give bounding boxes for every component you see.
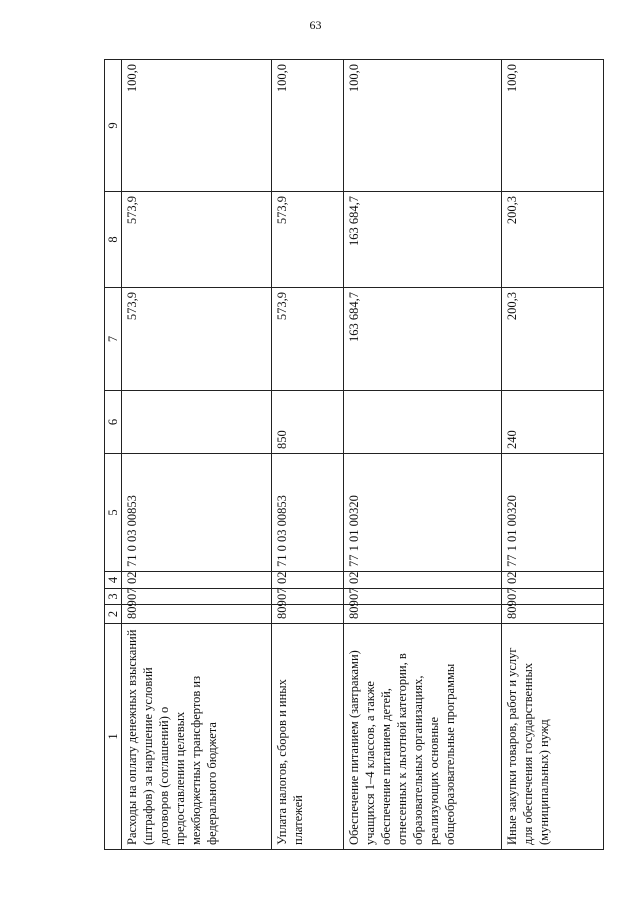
header-cell-5: 5 <box>105 454 122 572</box>
header-cell-7: 7 <box>105 288 122 391</box>
cell-executed: 573,9 <box>122 192 272 288</box>
rotated-table-container <box>104 60 604 850</box>
page-number: 63 <box>309 18 322 32</box>
cell-planned: 573,9 <box>272 288 343 391</box>
cell-expense-type: 850 <box>272 391 343 454</box>
cell-planned: 573,9 <box>122 288 272 391</box>
cell-percent: 100,0 <box>501 60 603 192</box>
cell-subsection: 02 <box>343 572 501 589</box>
cell-percent: 100,0 <box>122 60 272 192</box>
cell-expense-type <box>122 391 272 454</box>
cell-ministry: 809 <box>122 605 272 624</box>
header-cell-2: 2 <box>105 605 122 624</box>
header-cell-1: 1 <box>105 624 122 850</box>
cell-executed: 200,3 <box>501 192 603 288</box>
header-cell-6: 6 <box>105 391 122 454</box>
cell-planned: 200,3 <box>501 288 603 391</box>
header-cell-3: 3 <box>105 589 122 605</box>
row-name: Обеспечение питанием (завтраками) учащихся 1–4 классов, а также обеспечение питанием детей, отнесенных к льготной категории, в образовательных организациях, реализующих основные общеобразовательные программы <box>343 624 501 850</box>
cell-executed: 573,9 <box>272 192 343 288</box>
budget-table <box>104 59 604 850</box>
cell-subsection: 02 <box>122 572 272 589</box>
row-name: Уплата налогов, сборов и иных платежей <box>272 624 343 850</box>
rotated-table-frame <box>104 60 604 850</box>
cell-target-article: 71 0 03 00853 <box>122 454 272 572</box>
cell-percent: 100,0 <box>272 60 343 192</box>
cell-section: 07 <box>343 589 501 605</box>
cell-ministry: 809 <box>343 605 501 624</box>
cell-percent: 100,0 <box>343 60 501 192</box>
table-row <box>272 60 343 850</box>
header-row <box>105 60 122 850</box>
cell-ministry: 809 <box>272 605 343 624</box>
cell-target-article: 77 1 01 00320 <box>501 454 603 572</box>
cell-target-article: 77 1 01 00320 <box>343 454 501 572</box>
header-cell-9: 9 <box>105 60 122 192</box>
cell-target-article: 71 0 03 00853 <box>272 454 343 572</box>
table-row <box>122 60 272 850</box>
cell-section: 07 <box>272 589 343 605</box>
cell-planned: 163 684,7 <box>343 288 501 391</box>
cell-expense-type: 240 <box>501 391 603 454</box>
cell-ministry: 809 <box>501 605 603 624</box>
table-row <box>343 60 501 850</box>
row-name: Иные закупки товаров, работ и услуг для обеспечения государственных (муниципальных) нужд <box>501 624 603 850</box>
cell-section: 07 <box>122 589 272 605</box>
cell-executed: 163 684,7 <box>343 192 501 288</box>
table-row <box>501 60 603 850</box>
cell-expense-type <box>343 391 501 454</box>
cell-subsection: 02 <box>272 572 343 589</box>
header-cell-4: 4 <box>105 572 122 589</box>
cell-section: 07 <box>501 589 603 605</box>
cell-subsection: 02 <box>501 572 603 589</box>
row-name: Расходы на оплату денежных взысканий (штрафов) за нарушение условий договоров (соглашений) о предоставлении целевых межбюджетных трансфертов из федерального бюджета <box>122 624 272 850</box>
header-cell-8: 8 <box>105 192 122 288</box>
